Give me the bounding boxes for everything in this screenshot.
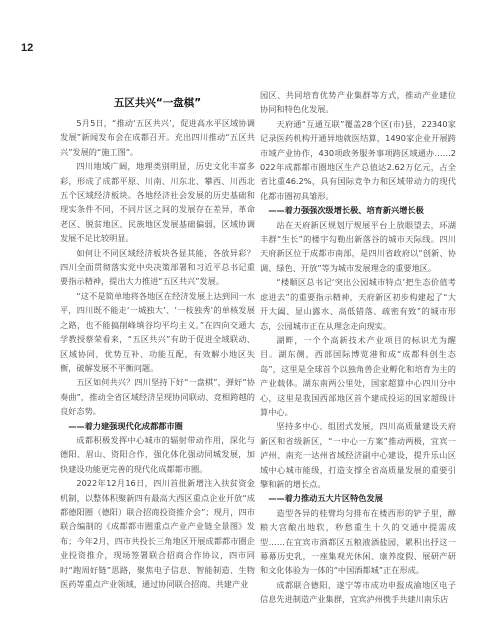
- right-column: [260, 88, 456, 607]
- paragraph: 湖畔，一个个高新技术产业项目的标识尤为醒目。湖东侧，西部国际博览港和成“成都科创生态岛”，这里是全球首个以独角兽企业孵化和培育为主的产业载体。湖东南两公里处，国家超算中心四川分中心，这里是我国西部地区首个建成投运的国家超级计算中心。: [260, 334, 456, 417]
- paragraph: 园区、共同培育优势产业集群等方式，推动产业建位协同和特色化发展。: [260, 90, 456, 115]
- paragraph: 成都联合德阳、遂宁等市成功申报成渝地区电子信息先进制造产业集群，宜宾泸州携手共建川南乐店: [260, 579, 456, 605]
- paragraph: “楼顺区总书记‘突出公园城市特点’把生态价值考虑进去”的重要指示精神，天府新区初步构建起了“大开大阖、显山露水、高低错落、疏密有致”的城市形态，公园城市正在从理念走向现实。: [260, 277, 456, 331]
- paragraph: 5月5日，“推动‘五区共兴’，促进高水平区域协调发展”新闻发布会在成都召开。充出四川推动“五区共兴”发展的“施工图”。: [60, 118, 255, 157]
- section-subhead: ——着力建强现代化成都都市圈: [68, 420, 183, 431]
- paragraph: 如何让不同区域经济板块各显其能，各放异彩？四川全面贯彻落实党中央决策部署和习近平总书记重要指示精神，提出大力推进“五区共兴”发展。: [60, 247, 255, 287]
- paragraph: 造型各异的桂臂均匀排布在楼西形的铲子里，醇粮大宫酿出地软，秒愁重生十久的交通中提需成型……在宜宾市酒都区五粮液酒盐园，累积出抒这一幕幕历史乳，一座集观光休闲、康养度假、展研产研和文化体验为一体的“中国酒都城”正在形成。: [260, 507, 456, 576]
- section-subhead: ——着力强强次级增长极、培育新兴增长极: [268, 205, 424, 216]
- paragraph: 天府通“互通互联”覆盖28个区(市)县，22340家记录医药机构开通异地就医结算，1490家企业开展跨市域产业协作，430项政务服务事项跨区域通办……2022年成都都市圈地区生产总值达2.62万亿元，占全省比重46.2%，具有国际竞争力和区域带动力的现代化都市圈初具雏形。: [260, 118, 456, 201]
- section-subhead: ——着力推动五大片区特色发展: [268, 493, 383, 504]
- paragraph: “这不是简单地将各地区在经济发展上达到同一水平，四川既不能走‘一城独大’、‘一枝独秀’的单核发展之路，也不能搞削峰填谷均平均主义。”在四向交通大学教授蔡荣看来，“五区共兴”有助于促进全域联动、区域协同，优势互补、功能互配，有效解小地区失衡，破解发展不平衡问题。: [60, 290, 255, 373]
- paragraph: 五区如何共兴？四川坚持下好“一盘棋”，弹好“协奏曲”，推动全省区域经济呈现协同联动、竞相跨越的良好态势。: [60, 377, 255, 417]
- paragraph: 四川地域广阔，地理类别明显，历史文化丰富多彩，形成了成都平原、川南、川东北、攀西、川西北五个区域经济板块。各地经济社会发展的历史基础和现实条件不同，不同片区之间的发展存在差异，革命老区、脱贫地区、民族地区发展基础偏弱，区域协调发展不足比较明显。: [60, 161, 255, 244]
- page-number: 12: [21, 42, 34, 54]
- left-column: [60, 96, 255, 591]
- paragraph: 站在天府新区规划厅规展平台上放眼望去，环湖丰群“生长”的楼宇勾勒出新落谷的城市天际线。四川天府新区位于成都市南部，是四川省政府以“创新、协调、绿色、开放”等为城市发展理念的重要地区。: [260, 219, 456, 273]
- paragraph: 坚持多中心、组团式发展，四川高质量建设天府新区和省级新区，“一中心一方案”推动两极，宜宾一泸州、南充一达州省域经济副中心建设，提升乐山区域中心城市能级，打造支撑全省高质量发展的重要引擎和新的增长点。: [260, 421, 456, 489]
- paragraph: 2022年12月16日，四川首批新增注入扶贫资金机制，以整体积聚新四有最高大西区重点企业开放“成都德阳圈（德阳）联合招商投资推介会”；现月，四市联合编制的《成都都市圈重点产业产业链全景图》发布；今年2月，四市共投长三角地区开展成都都市圈企业投资推介，现场签署联合招商合作协议，四市同时“跑周好链”思路，聚焦电子信息、智能制造、生物医药等重点产业领域，通过协同联合招商、共建产业: [60, 478, 255, 589]
- paragraph: 成都积极发挥中心城市的辐射带动作用，深化与德阳、眉山、资阳合作，强化体化强动同城发展，加快建设功能更完善的现代化成都都市圈。: [60, 434, 255, 474]
- article-title: 五区共兴“一盘棋”: [113, 97, 202, 109]
